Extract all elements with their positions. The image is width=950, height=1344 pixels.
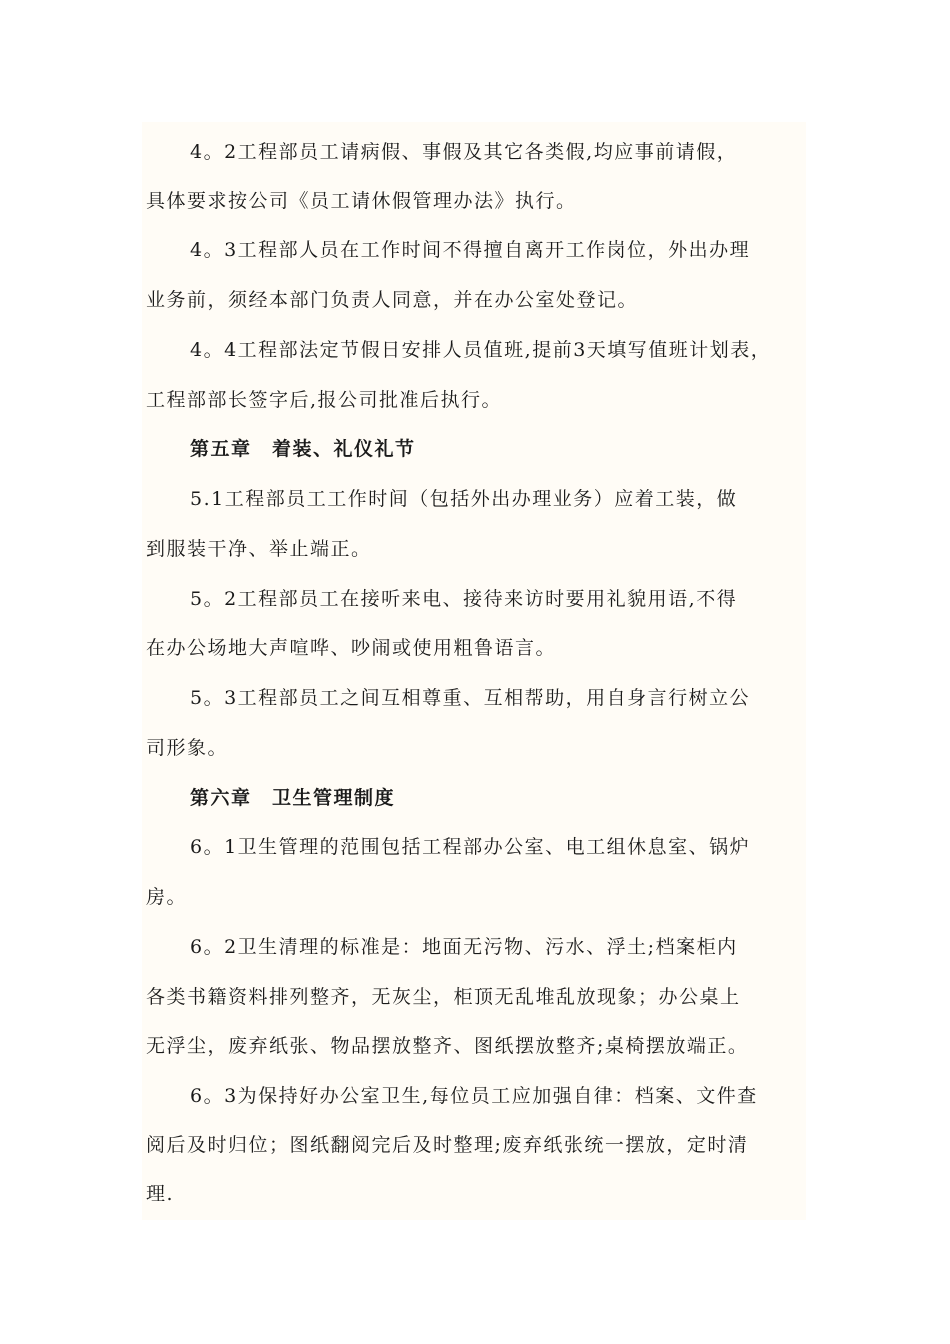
para-6-1-line-1: 6。1卫生管理的范围包括工程部办公室、电工组休息室、锅炉 [190, 836, 751, 858]
para-4-3-line-1: 4。3工程部人员在工作时间不得擅自离开工作岗位，外出办理 [190, 239, 751, 261]
para-6-3-line-3: 理. [146, 1183, 175, 1205]
para-6-3-line-2: 阅后及时归位；图纸翻阅完后及时整理;废弃纸张统一摆放，定时清 [146, 1134, 749, 1156]
para-5-1-line-2: 到服装干净、举止端正。 [146, 538, 372, 560]
para-4-4-line-2: 工程部部长签字后,报公司批准后执行。 [146, 389, 503, 411]
para-5-1-line-1: 5.1工程部员工工作时间（包括外出办理业务）应着工装，做 [190, 488, 738, 510]
para-5-2-line-2: 在办公场地大声喧哗、吵闹或使用粗鲁语言。 [146, 637, 557, 659]
para-6-3-line-1: 6。3为保持好办公室卫生,每位员工应加强自律：档案、文件查 [190, 1085, 758, 1107]
para-6-1-line-2: 房。 [146, 886, 188, 908]
para-5-2-line-1: 5。2工程部员工在接听来电、接待来访时要用礼貌用语,不得 [190, 588, 738, 610]
para-4-4-line-1: 4。4工程部法定节假日安排人员值班,提前3天填写值班计划表， [190, 339, 772, 361]
para-6-2-line-1: 6。2卫生清理的标准是：地面无污物、污水、浮土;档案柜内 [190, 936, 738, 958]
para-4-2-line-2: 具体要求按公司《员工请休假管理办法》执行。 [146, 190, 577, 212]
para-6-2-line-3: 无浮尘，废弃纸张、物品摆放整齐、图纸摆放整齐;桌椅摆放端正。 [146, 1035, 749, 1057]
chapter-5-heading: 第五章 着装、礼仪礼节 [190, 438, 416, 460]
chapter-6-heading: 第六章 卫生管理制度 [190, 787, 396, 809]
para-4-2-line-1: 4。2工程部员工请病假、事假及其它各类假,均应事前请假， [190, 141, 738, 163]
para-4-3-line-2: 业务前，须经本部门负责人同意，并在办公室处登记。 [146, 289, 639, 311]
document-body [142, 122, 806, 1220]
para-6-2-line-2: 各类书籍资料排列整齐，无灰尘，柜顶无乱堆乱放现象；办公桌上 [146, 986, 741, 1008]
para-5-3-line-1: 5。3工程部员工之间互相尊重、互相帮助，用自身言行树立公 [190, 687, 751, 709]
para-5-3-line-2: 司形象。 [146, 737, 229, 759]
